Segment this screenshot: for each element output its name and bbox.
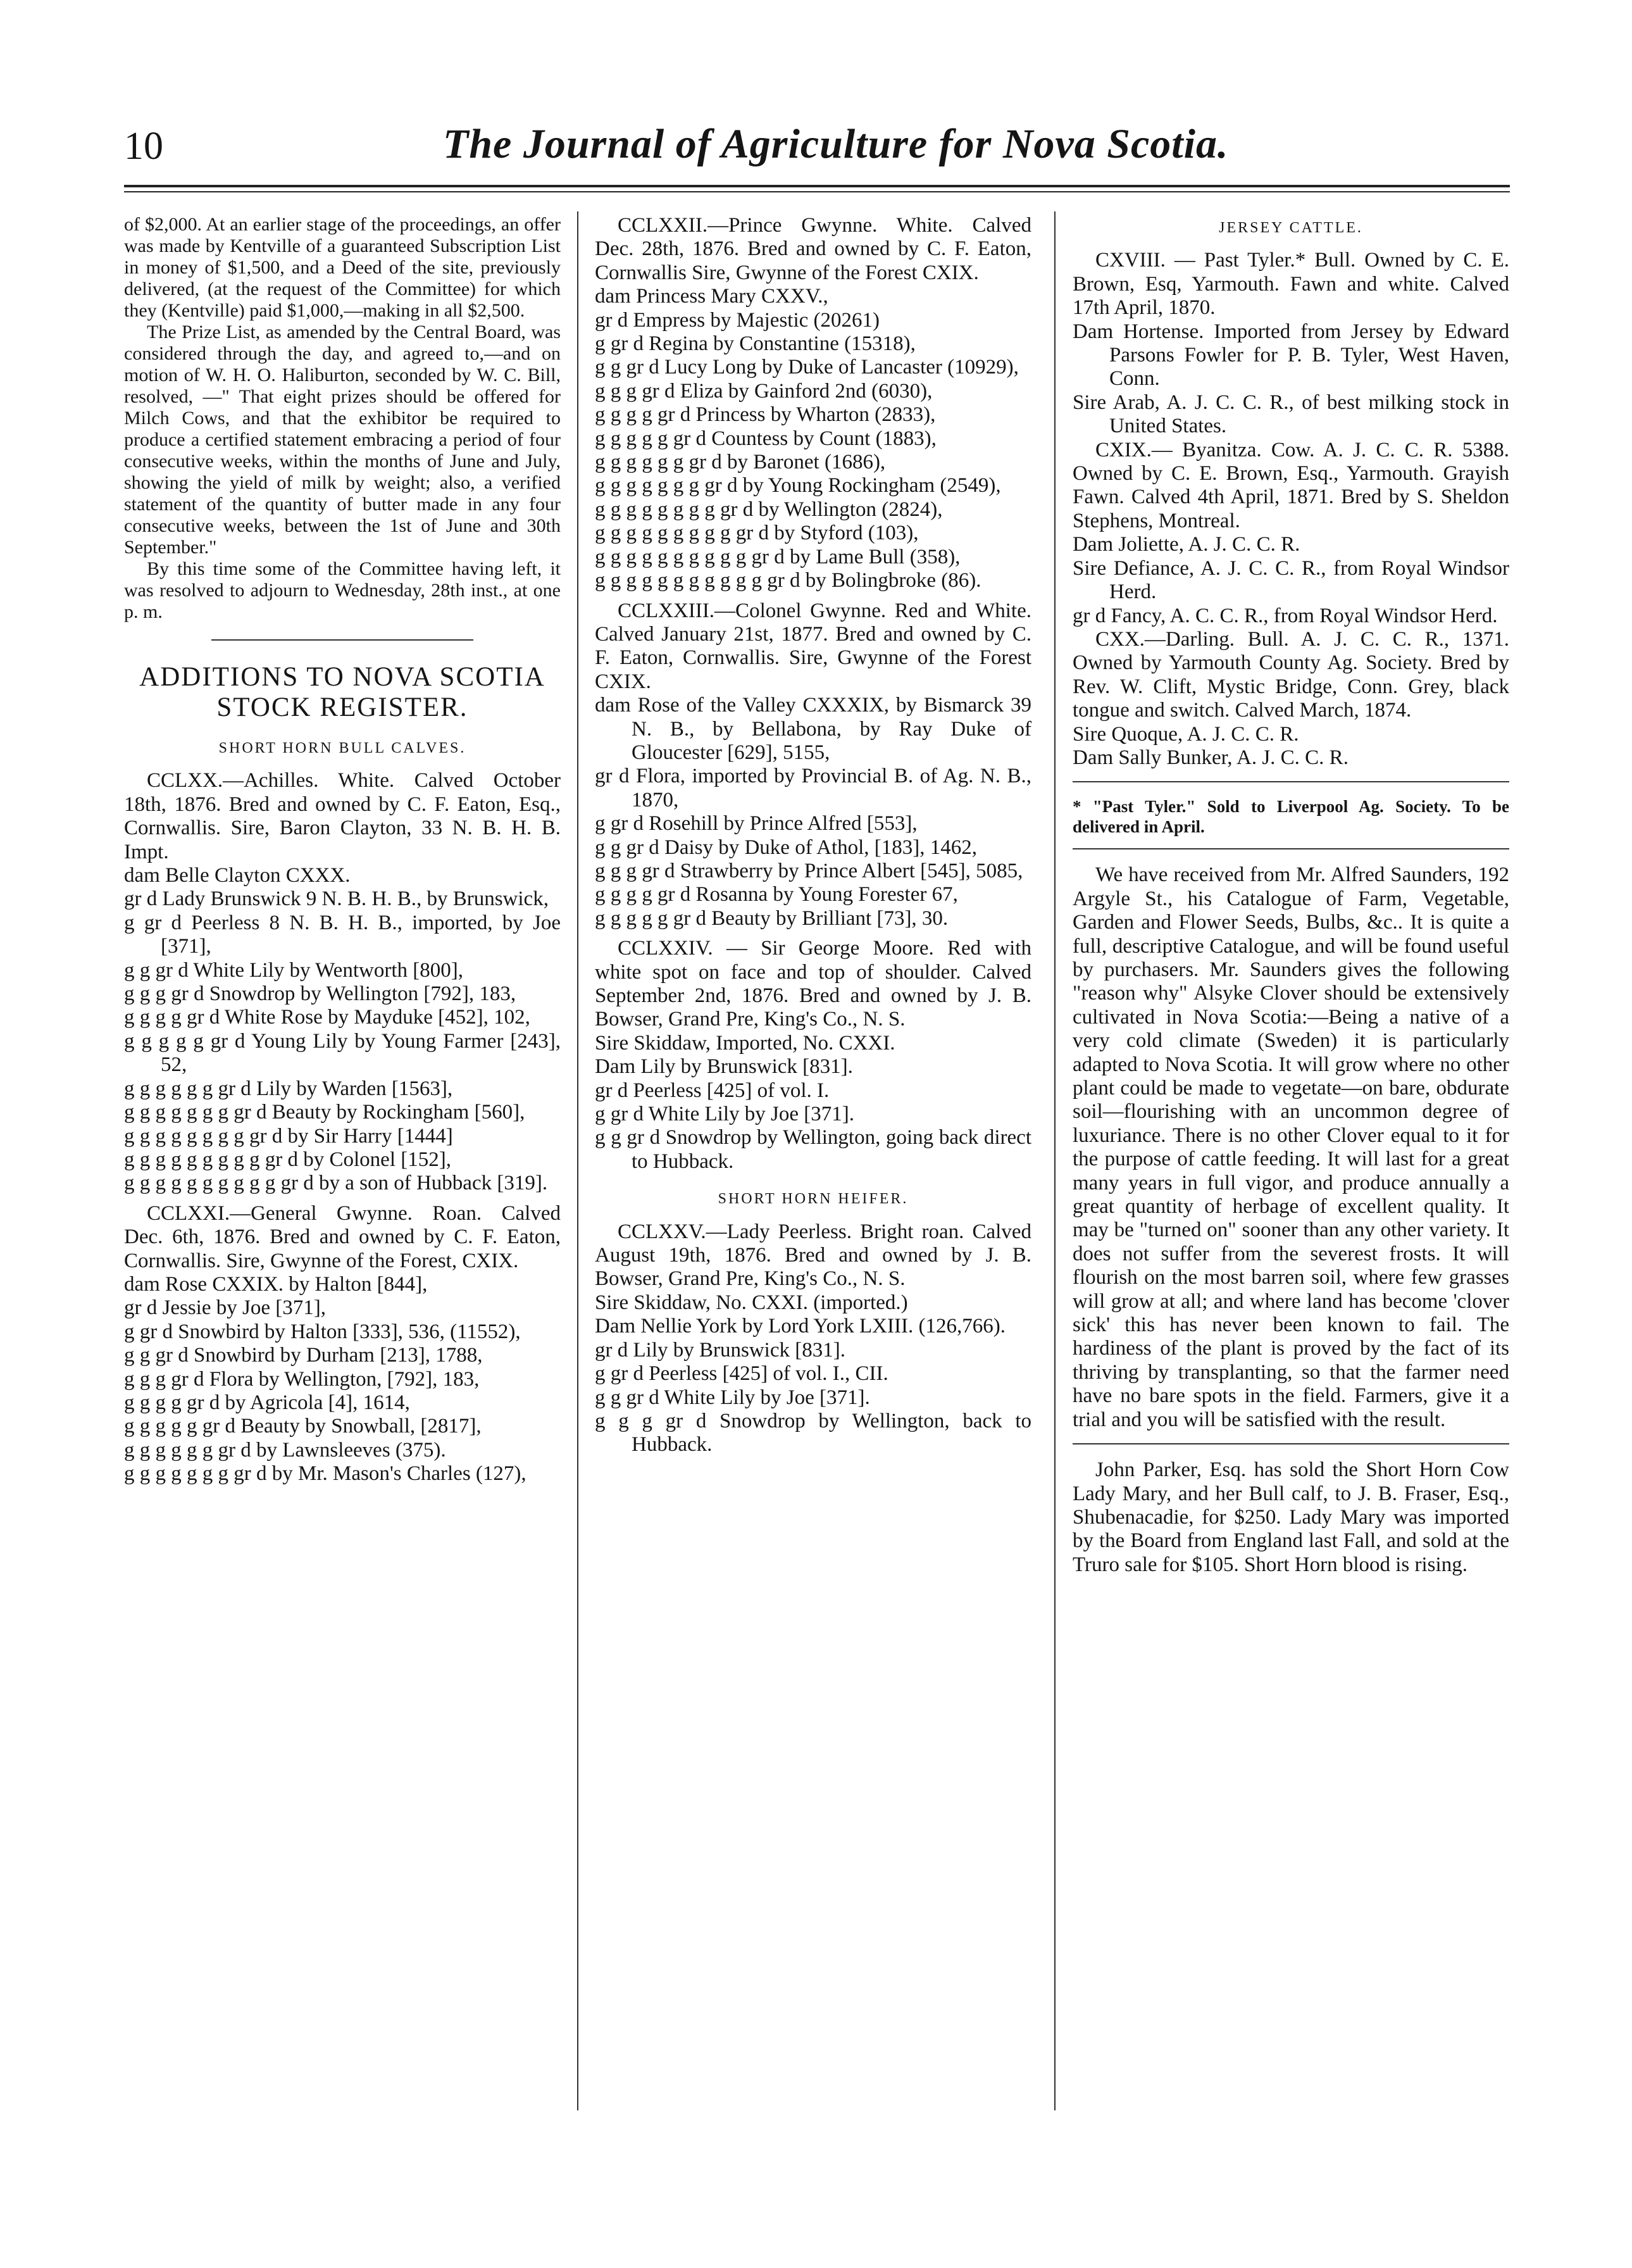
committee-paragraph: of $2,000. At an earlier stage of the proceedings, an offer was made by Kentville of a guaranteed Subscription List in money of $1,500, and a Deed of the site, previously delivered, (at the request of the Committee) for which they (Kentville) paid $1,000,—making in all $2,500.	[124, 214, 561, 321]
pedigree-line: gr d Peerless [425] of vol. I.	[595, 1079, 830, 1102]
pedigree-line: g g g g g gr d Countess by Count (1883),	[595, 427, 937, 450]
pedigree-line: g g g g gr d Princess by Wharton (2833),	[595, 403, 936, 427]
column-right	[1073, 214, 1509, 1577]
pedigree-line: g g g gr d Flora by Wellington, [792], 183,	[124, 1367, 480, 1391]
pedigree-line: dam Rose of the Valley CXXXIX, by Bismarck 39 N. B., by Bellabona, by Ray Duke of Gloucester [629], 5155,	[595, 694, 1031, 764]
pedigree-line: g g g g g g g g g g gr d by Lame Bull (358),	[595, 545, 961, 568]
header-rule-thin	[124, 191, 1510, 192]
column-left	[124, 214, 561, 1486]
subsection-title: SHORT HORN BULL CALVES.	[218, 740, 466, 756]
pedigree-line: g g g g gr d by Agricola [4], 1614,	[124, 1391, 410, 1414]
column-divider-right	[1054, 211, 1056, 2110]
pedigree-line: g g gr d Lucy Long by Duke of Lancaster (10929),	[595, 356, 1019, 379]
column-divider-left	[577, 211, 578, 2110]
pedigree-line: g gr d White Lily by Joe [371].	[595, 1103, 854, 1126]
entry-heading: CCLXXV.—Lady Peerless. Bright roan. Calved August 19th, 1876. Bred and owned by J. B. Bowser, Grand Pre, King's Co., N. S.	[595, 1220, 1031, 1291]
entry-heading: CCLXXI.—General Gwynne. Roan. Calved Dec. 6th, 1876. Bred and owned by C. F. Eaton, Cornwallis. Sire, Gwynne of the Forest, CXIX.	[124, 1201, 561, 1272]
pedigree-line: Sire Skiddaw, No. CXXI. (imported.)	[595, 1291, 908, 1314]
entry-heading: CXVIII. — Past Tyler.* Bull. Owned by C. E. Brown, Esq, Yarmouth. Fawn and white. Calved 17th April, 1870.	[1073, 249, 1509, 320]
pedigree-line: g g g gr d Snowdrop by Wellington, back to Hubback.	[595, 1409, 1031, 1457]
pedigree-line: g gr d Regina by Constantine (15318),	[595, 332, 916, 356]
pedigree-line: g g g g g g g g g gr d by Styford (103),	[595, 522, 919, 545]
entry-heading: CCLXXIII.—Colonel Gwynne. Red and White. Calved January 21st, 1877. Bred and owned by C. F. Eaton, Cornwallis. Sire, Gwynne of the Forest CXIX.	[595, 599, 1031, 693]
pedigree-line: g g gr d Daisy by Duke of Athol, [183], 1462,	[595, 836, 978, 859]
pedigree-line: g g g g g g g gr d Beauty by Rockingham [560],	[124, 1101, 525, 1124]
pedigree-line: g g gr d Snowbird by Durham [213], 1788,	[124, 1344, 483, 1367]
prize-list-paragraph: The Prize List, as amended by the Central Board, was considered through the day, and agreed to,—and on motion of W. H. O. Haliburton, seconded by W. C. Bill, resolved, —" That eight prizes should be offered for Milch Cows, and that the exhibitor be required to produce a certified statement embracing a period of four consecutive weeks, within the months of June and July, showing the yield of milk by weight; also, a verified statement of the quantity of butter made in any four consecutive weeks, between the 1st of June and 30th September."	[124, 322, 561, 558]
pedigree-line: gr d Flora, imported by Provincial B. of Ag. N. B., 1870,	[595, 765, 1031, 811]
footnote-rule	[1073, 781, 1509, 782]
pedigree-line: g g g g g g g g gr d by Sir Harry [1444]	[124, 1124, 453, 1148]
pedigree-line: g gr d Rosehill by Prince Alfred [553],	[595, 812, 918, 836]
register-entry-120	[1073, 628, 1509, 770]
pedigree-line: Sire Defiance, A. J. C. C. R., from Royal Windsor Herd.	[1073, 556, 1509, 604]
adjourn-paragraph: By this time some of the Committee having left, it was resolved to adjourn to Wednesday, 28th inst., at one p. m.	[124, 558, 561, 622]
pedigree-line: g g g g gr d White Rose by Mayduke [452], 102,	[124, 1006, 530, 1029]
pedigree-line: Dam Joliette, A. J. C. C. R.	[1073, 533, 1300, 556]
pedigree-line: dam Belle Clayton CXXX.	[124, 864, 351, 887]
pedigree-line: g g g gr d Strawberry by Prince Albert [545], 5085,	[595, 859, 1023, 882]
pedigree-line: g g g g g g g g g g gr d by a son of Hubback [319].	[124, 1172, 548, 1195]
register-entry-275	[595, 1220, 1031, 1457]
pedigree-line: g g g g g g g gr d by Young Rockingham (2549),	[595, 474, 1001, 498]
entry-heading: CCLXXIV. — Sir George Moore. Red with white spot on face and top of shoulder. Calved September 2nd, 1876. Bred and owned by J. B. Bowser, Grand Pre, King's Co., N. S.	[595, 937, 1031, 1031]
heifer-subsection-title: SHORT HORN HEIFER.	[718, 1191, 909, 1208]
entry-heading: CCLXXII.—Prince Gwynne. White. Calved Dec. 28th, 1876. Bred and owned by C. F. Eaton, Cornwallis Sire, Gwynne of the Forest CXIX.	[595, 214, 1031, 284]
pedigree-line: Dam Nellie York by Lord York LXIII. (126,766).	[595, 1315, 1006, 1338]
page-number: 10	[124, 125, 163, 168]
pedigree-line: dam Rose CXXIX. by Halton [844],	[124, 1272, 428, 1296]
article-rule	[1073, 848, 1509, 849]
section-title: ADDITIONS TO NOVA SCOTIA STOCK REGISTER.	[139, 662, 545, 722]
pedigree-line: g g g gr d Snowdrop by Wellington [792], 183,	[124, 982, 516, 1006]
sale-notice-paragraph: John Parker, Esq. has sold the Short Horn Cow Lady Mary, and her Bull calf, to J. B. Fraser, Esq., Shubenacadie, for $250. Lady Mary was imported by the Board from England last Fall, and sold at the Truro sale for $105. Short Horn blood is rising.	[1073, 1458, 1509, 1576]
column-middle	[595, 214, 1031, 1457]
pedigree-line: gr d Fancy, A. C. C. R., from Royal Windsor Herd.	[1073, 604, 1498, 627]
pedigree-line: g g gr d Snowdrop by Wellington, going back direct to Hubback.	[595, 1126, 1031, 1173]
journal-title: The Journal of Agriculture for Nova Scotia.	[443, 121, 1229, 167]
pedigree-line: g g g gr d Eliza by Gainford 2nd (6030),	[595, 379, 933, 403]
article-rule	[1073, 1443, 1509, 1444]
pedigree-line: Sire Arab, A. J. C. C. R., of best milking stock in United States.	[1073, 391, 1509, 438]
entry-heading: CCLXX.—Achilles. White. Calved October 18th, 1876. Bred and owned by C. F. Eaton, Esq., Cornwallis. Sire, Baron Clayton, 33 N. B. H. B. Impt.	[124, 769, 561, 863]
pedigree-line: gr d Lily by Brunswick [831].	[595, 1338, 845, 1362]
section-rule	[211, 639, 473, 641]
pedigree-line: Dam Lily by Brunswick [831].	[595, 1055, 853, 1079]
pedigree-line: Sire Skiddaw, Imported, No. CXXI.	[595, 1031, 895, 1055]
register-entry-119	[1073, 439, 1509, 628]
register-entry-118	[1073, 249, 1509, 438]
pedigree-line: g g gr d White Lily by Joe [371].	[595, 1386, 870, 1409]
pedigree-line: g g g g g gr d Beauty by Snowball, [2817],	[124, 1415, 482, 1438]
pedigree-line: g gr d Snowbird by Halton [333], 536, (11552),	[124, 1320, 521, 1343]
pedigree-line: g g g g g g gr d by Lawnsleeves (375).	[124, 1438, 446, 1462]
pedigree-line: gr d Jessie by Joe [371],	[124, 1296, 326, 1320]
pedigree-line: g g g g gr d Rosanna by Young Forester 67,	[595, 883, 958, 906]
register-entry-272	[595, 214, 1031, 593]
register-entry-271	[124, 1202, 561, 1486]
pedigree-line: g g g g g g g g g g g gr d by Bolingbroke (86).	[595, 569, 981, 592]
pedigree-line: g g g g g g g g g gr d by Colonel [152],	[124, 1148, 451, 1171]
seed-catalogue-paragraph: We have received from Mr. Alfred Saunders, 192 Argyle St., his Catalogue of Farm, Vegetable, Garden and Flower Seeds, Bulbs, &c.. It is quite a full, descriptive Catalogue, and will be found useful by purchasers. Mr. Saunders gives the following "reason why" Alsyke Clover should be extensively cultivated in Nova Scotia:—Being a native of a very cold climate (Sweden) it is particularly adapted to Nova Scotia. It will grow where no other plant could be made to vegetate—on bare, obdurate soil—flourishing with an uncommon degree of luxuriance. There is no other Clover equal to it for the purpose of cattle feeding. It will last for a great many years in full vigor, and produce annually a great quantity of herbage of excellent quality. It may be "turned on" sooner than any other variety. It does not suffer from the severest frosts. It will flourish on the most barren soil, where few grasses will grow at all; and where land has become 'clover sick' this has never been known to fail. The hardiness of the plant is proved by the fact of its thriving by transplanting, so that the farmer need have no bare spots in the field. Farmers, give it a trial and you will be satisfied with the result.	[1073, 863, 1509, 1431]
pedigree-line: Sire Quoque, A. J. C. C. R.	[1073, 722, 1299, 746]
pedigree-line: g g g g g gr d Young Lily by Young Farmer [243], 52,	[124, 1029, 561, 1077]
pedigree-line: gr d Lady Brunswick 9 N. B. H. B., by Brunswick,	[124, 887, 549, 911]
register-entry-273	[595, 599, 1031, 931]
register-entry-274	[595, 937, 1031, 1174]
pedigree-line: g g g g g g gr d Lily by Warden [1563],	[124, 1077, 453, 1100]
pedigree-line: g gr d Peerless 8 N. B. H. B., imported, by Joe [371],	[124, 911, 561, 958]
footnote: * "Past Tyler." Sold to Liverpool Ag. Society. To be delivered in April.	[1073, 797, 1509, 837]
header-rule-thick	[124, 185, 1510, 187]
jersey-subsection-title: JERSEY CATTLE.	[1219, 220, 1363, 236]
pedigree-line: g g gr d White Lily by Wentworth [800],	[124, 958, 463, 982]
pedigree-line: Dam Hortense. Imported from Jersey by Edward Parsons Fowler for P. B. Tyler, West Haven, Conn.	[1073, 320, 1509, 391]
pedigree-line: dam Princess Mary CXXV.,	[595, 285, 828, 308]
entry-heading: CXX.—Darling. Bull. A. J. C. C. R., 1371. Owned by Yarmouth County Ag. Society. Bred by Rev. W. Clift, Mystic Bridge, Conn. Grey, black tongue and switch. Calved March, 1874.	[1073, 627, 1509, 722]
pedigree-line: g g g g g gr d Beauty by Brilliant [73], 30.	[595, 906, 949, 930]
entry-heading: CXIX.— Byanitza. Cow. A. J. C. C. R. 5388. Owned by C. E. Brown, Esq., Yarmouth. Grayish Fawn. Calved 4th April, 1871. Bred by S. Sheldon Stephens, Montreal.	[1073, 438, 1509, 532]
register-entry-270	[124, 769, 561, 1195]
pedigree-line: g gr d Peerless [425] of vol. I., CII.	[595, 1362, 888, 1386]
pedigree-line: g g g g g g gr d by Baronet (1686),	[595, 451, 886, 474]
pedigree-line: g g g g g g g gr d by Mr. Mason's Charles (127),	[124, 1462, 526, 1486]
pedigree-line: gr d Empress by Majestic (20261)	[595, 308, 880, 332]
pedigree-line: g g g g g g g g gr d by Wellington (2824),	[595, 498, 943, 521]
pedigree-line: Dam Sally Bunker, A. J. C. C. R.	[1073, 746, 1349, 769]
